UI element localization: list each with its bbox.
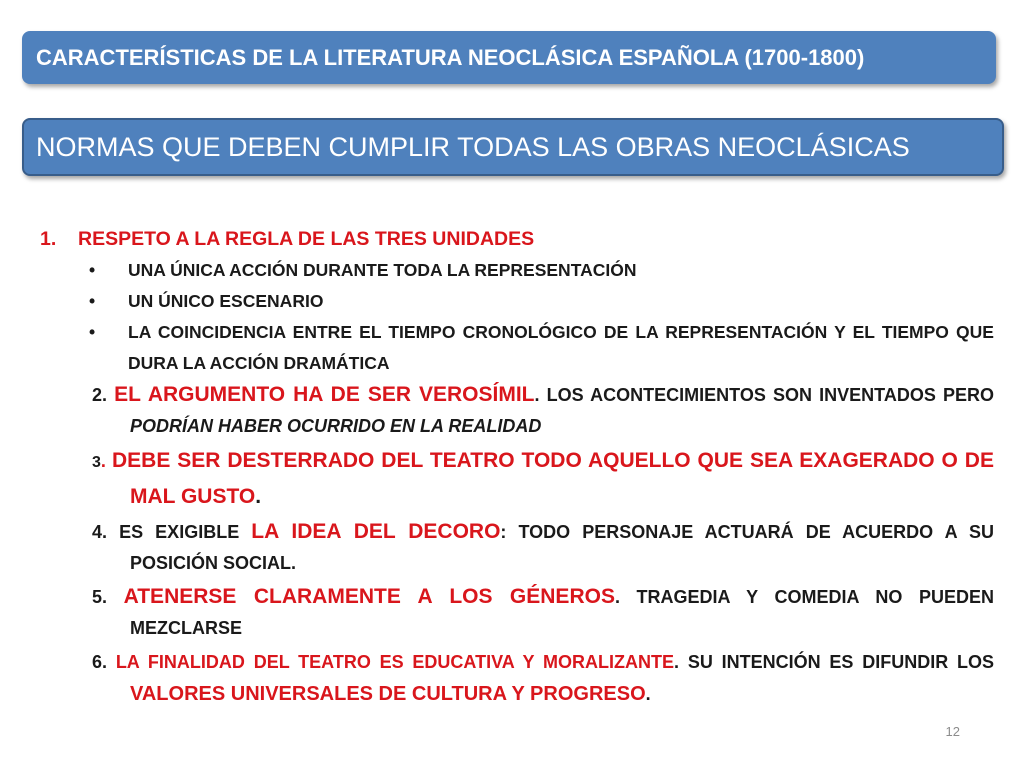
- rule-4-highlight: LA IDEA DEL DECORO: [251, 520, 501, 543]
- rule-2-italic: PODRÍAN HABER OCURRIDO EN LA REALIDAD: [130, 416, 542, 436]
- rule-6-text: . SU INTENCIÓN ES DIFUNDIR LOS: [674, 652, 995, 672]
- bullet-text: LA COINCIDENCIA ENTRE EL TIEMPO CRONOLÓGICO DE LA REPRESENTACIÓN Y EL TIEMPO QUE DURA LA ACCIÓN DRAMÁTICA: [128, 322, 994, 373]
- rule-4-text: : TODO PERSONAJE ACTUARÁ DE ACUERDO A SU POSICIÓN SOCIAL.: [130, 522, 994, 573]
- rules-list: [40, 224, 994, 710]
- rule-2: [40, 379, 994, 442]
- rule-4-number: 4. ES EXIGIBLE: [92, 522, 252, 542]
- rule-1-heading: [40, 224, 994, 255]
- rule-5-number: 5.: [92, 587, 124, 607]
- bullet-text: UNA ÚNICA ACCIÓN DURANTE TODA LA REPRESENTACIÓN: [128, 260, 637, 280]
- rule-1-title: RESPETO A LA REGLA DE LAS TRES UNIDADES: [78, 228, 535, 250]
- slide-title: CARACTERÍSTICAS DE LA LITERATURA NEOCLÁSICA ESPAÑOLA (1700-1800): [36, 44, 865, 70]
- rule-1-bullet: [40, 317, 994, 379]
- rule-5-text: . TRAGEDIA Y COMEDIA NO PUEDEN MEZCLARSE: [130, 587, 994, 638]
- rule-6-number: 6.: [92, 652, 116, 672]
- rule-3-highlight: DEBE SER DESTERRADO DEL TEATRO TODO AQUELLO QUE SEA EXAGERADO O DE MAL GUSTO: [112, 449, 994, 508]
- bullet-icon: •: [89, 291, 96, 311]
- rule-6-end: .: [645, 684, 651, 704]
- rule-1-bullet: [40, 286, 994, 317]
- rule-2-number: 2.: [92, 385, 115, 405]
- rule-3-number: 3: [92, 454, 101, 471]
- bullet-text: UN ÚNICO ESCENARIO: [128, 291, 324, 311]
- rule-2-text: . LOS ACONTECIMIENTOS SON INVENTADOS PERO: [534, 385, 994, 405]
- rule-3-text: .: [255, 485, 262, 508]
- rule-5: [40, 581, 994, 644]
- rule-1-bullet: [40, 255, 994, 286]
- rule-3: [40, 444, 994, 514]
- rule-6: [40, 646, 994, 710]
- rule-2-highlight: EL ARGUMENTO HA DE SER VEROSÍMIL: [114, 383, 535, 406]
- bullet-icon: •: [89, 260, 96, 280]
- slide-subtitle: NORMAS QUE DEBEN CUMPLIR TODAS LAS OBRAS NEOCLÁSICAS: [36, 131, 910, 162]
- slide-title-banner: [22, 31, 996, 84]
- bullet-icon: •: [89, 322, 96, 342]
- rule-1-number: 1.: [40, 228, 57, 250]
- page-number: 12: [945, 724, 960, 739]
- rule-6-highlight: LA FINALIDAD DEL TEATRO ES EDUCATIVA Y MORALIZANTE: [115, 652, 675, 672]
- rule-3-dot: .: [100, 451, 112, 471]
- rule-4: [40, 516, 994, 579]
- slide-subtitle-banner: [22, 118, 1004, 176]
- rule-5-highlight: ATENERSE CLARAMENTE A LOS GÉNEROS: [123, 585, 615, 608]
- rule-6-highlight-2: VALORES UNIVERSALES DE CULTURA Y PROGRESO: [130, 683, 646, 705]
